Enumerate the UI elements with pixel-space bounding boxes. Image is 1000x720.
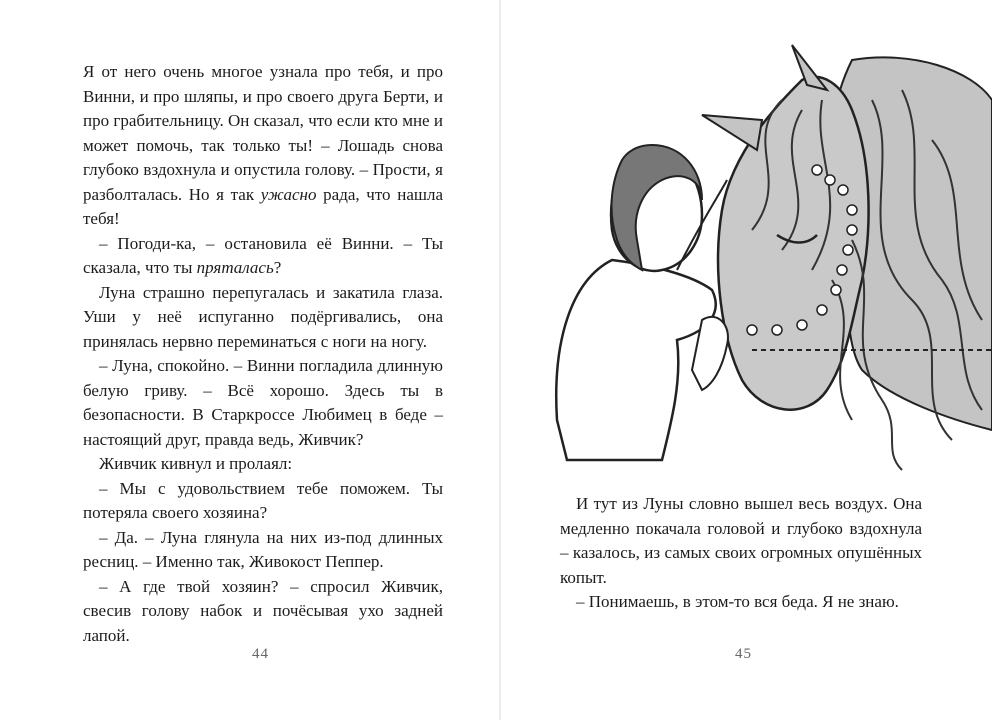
italic-text: ужасно xyxy=(260,184,317,204)
text-segment: ? xyxy=(273,258,282,277)
text-segment: И тут из Луны словно вышел весь воздух. Она медленно покачала головой и глубоко вздохнула – казалось, из самых своих огромных опушённых копыт. xyxy=(560,494,922,587)
paragraph xyxy=(83,477,443,526)
page-number-right: 45 xyxy=(735,646,752,662)
text-segment: – Да. – Луна глянула на них из-под длинных ресниц. – Именно так, Живокост Пеппер. xyxy=(83,527,443,571)
page-number-left: 44 xyxy=(252,646,269,662)
italic-text: пряталась xyxy=(196,258,274,277)
paragraph xyxy=(83,281,443,355)
text-segment: – Мы с удовольствием тебе поможем. Ты потеряла своего хозяина? xyxy=(83,478,443,522)
text-segment: – А где твой хозяин? – спросил Живчик, свесив голову набок и почёсывая ухо задней лапой. xyxy=(83,576,443,645)
text-segment: Живчик кивнул и пролаял: xyxy=(99,454,293,473)
paragraph xyxy=(83,354,443,452)
paragraph xyxy=(560,492,922,590)
paragraph xyxy=(83,60,443,232)
book-spine xyxy=(499,0,501,720)
paragraph xyxy=(83,452,443,477)
text-segment: Я от него очень многое узнала про тебя, и про Винни, и про шляпы, и про своего друга Берти, и про грабительницу. Он сказал, что если кто мне и может помочь, так только ты! – Лошадь снова глубоко вздохнула и опустила голову. – Прости, я разболталась. Но я так xyxy=(83,62,443,204)
paragraph xyxy=(83,232,443,281)
text-segment: – Луна, спокойно. – Винни погладила длинную белую гриву. – Всё хорошо. Здесь ты в безопасности. В Старкроссе Любимец в беде – настоящий друг, правда ведь, Живчик? xyxy=(83,356,443,449)
paragraph xyxy=(83,575,443,649)
girl-body xyxy=(556,260,715,460)
text-segment: рада, что нашла тебя! xyxy=(83,184,443,228)
girl-and-horse-illustration xyxy=(552,40,992,480)
horse-ear xyxy=(702,115,762,150)
text-segment: – Погоди-ка, – остановила её Винни. – Ты сказала, что ты xyxy=(83,233,443,277)
paragraph xyxy=(560,590,922,615)
left-page-text xyxy=(83,60,443,648)
right-page-text xyxy=(560,492,922,615)
text-segment: Луна страшно перепугалась и закатила глаза. Уши у неё испуганно подёргивались, она принялась нервно переминаться с ноги на ногу. xyxy=(83,282,443,351)
paragraph xyxy=(83,526,443,575)
text-segment: – Понимаешь, в этом-то вся беда. Я не знаю. xyxy=(576,592,899,611)
